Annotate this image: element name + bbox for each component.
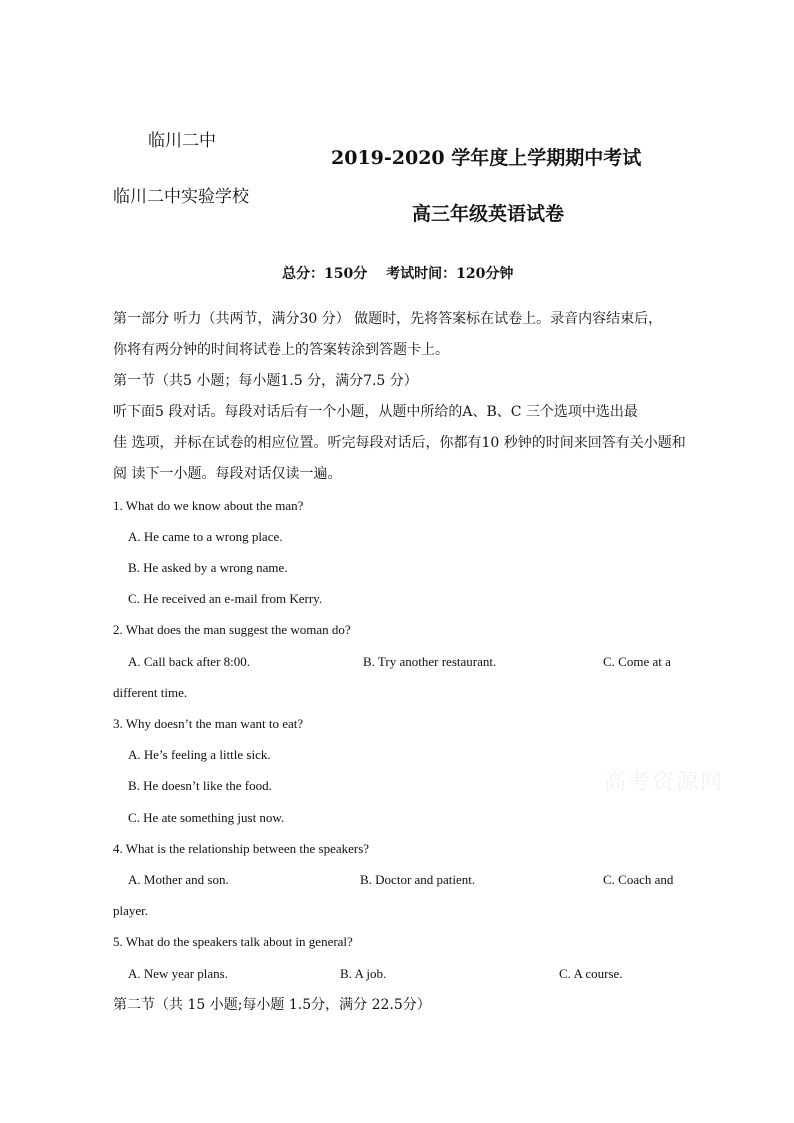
question-1-option-c: C. He received an e-mail from Kerry. (128, 591, 323, 606)
section1-instruction-line2: 佳 选项，并标在试卷的相应位置。听完每段对话后，你都有10 秒钟的时间来回答有关小题和 (113, 435, 686, 451)
school-name-2: 临川二中实验学校 (113, 187, 249, 207)
question-2-option-c-continued: different time. (113, 685, 188, 700)
question-3-stem: 3. Why doesn’t the man want to eat? (113, 716, 304, 731)
question-4-stem: 4. What is the relationship between the speakers? (113, 841, 370, 856)
score-time-line: 总分：150分 考试时间：120分钟 (282, 266, 514, 282)
question-5-stem: 5. What do the speakers talk about in general? (113, 934, 353, 949)
question-5-option-c: C. A course. (559, 966, 623, 981)
section1-instruction-line1: 听下面5 段对话。每段对话后有一个小题，从题中所给的A、B、C 三个选项中选出最 (113, 404, 638, 420)
question-1-stem: 1. What do we know about the man? (113, 498, 304, 513)
section1-title: 第一节（共5 小题；每小题1.5 分，满分7.5 分） (113, 373, 418, 389)
exam-title: 2019-2020 学年度上学期期中考试 (331, 147, 642, 169)
part1-intro-line1: 第一部分 听力（共两节，满分30 分） 做题时，先将答案标在试卷上。录音内容结束后， (113, 311, 663, 327)
question-5-option-a: A. New year plans. (128, 966, 228, 981)
question-1-option-a: A. He came to a wrong place. (128, 529, 283, 544)
exam-subtitle: 高三年级英语试卷 (412, 203, 565, 225)
question-2-stem: 2. What does the man suggest the woman do? (113, 622, 351, 637)
question-4-option-b: B. Doctor and patient. (360, 872, 476, 887)
question-4-option-a: A. Mother and son. (128, 872, 229, 887)
question-5-option-b: B. A job. (340, 966, 387, 981)
question-1-option-b: B. He asked by a wrong name. (128, 560, 288, 575)
section1-instruction-line3: 阅 读下一小题。每段对话仅读一遍。 (113, 466, 342, 482)
watermark: 高考资源网 (604, 770, 725, 795)
question-2-option-c: C. Come at a (603, 654, 671, 669)
question-4-option-c-continued: player. (113, 903, 149, 918)
question-2-option-a: A. Call back after 8:00. (128, 654, 251, 669)
question-3-option-a: A. He’s feeling a little sick. (128, 747, 271, 762)
question-2-option-b: B. Try another restaurant. (363, 654, 497, 669)
part1-intro-line2: 你将有两分钟的时间将试卷上的答案转涂到答题卡上。 (113, 342, 449, 358)
question-4-option-c: C. Coach and (603, 872, 674, 887)
school-name-1: 临川二中 (148, 131, 216, 151)
section2-title: 第二节（共 15 小题;每小题 1.5分，满分 22.5分） (113, 997, 431, 1013)
question-3-option-c: C. He ate something just now. (128, 810, 285, 825)
question-3-option-b: B. He doesn’t like the food. (128, 778, 272, 793)
